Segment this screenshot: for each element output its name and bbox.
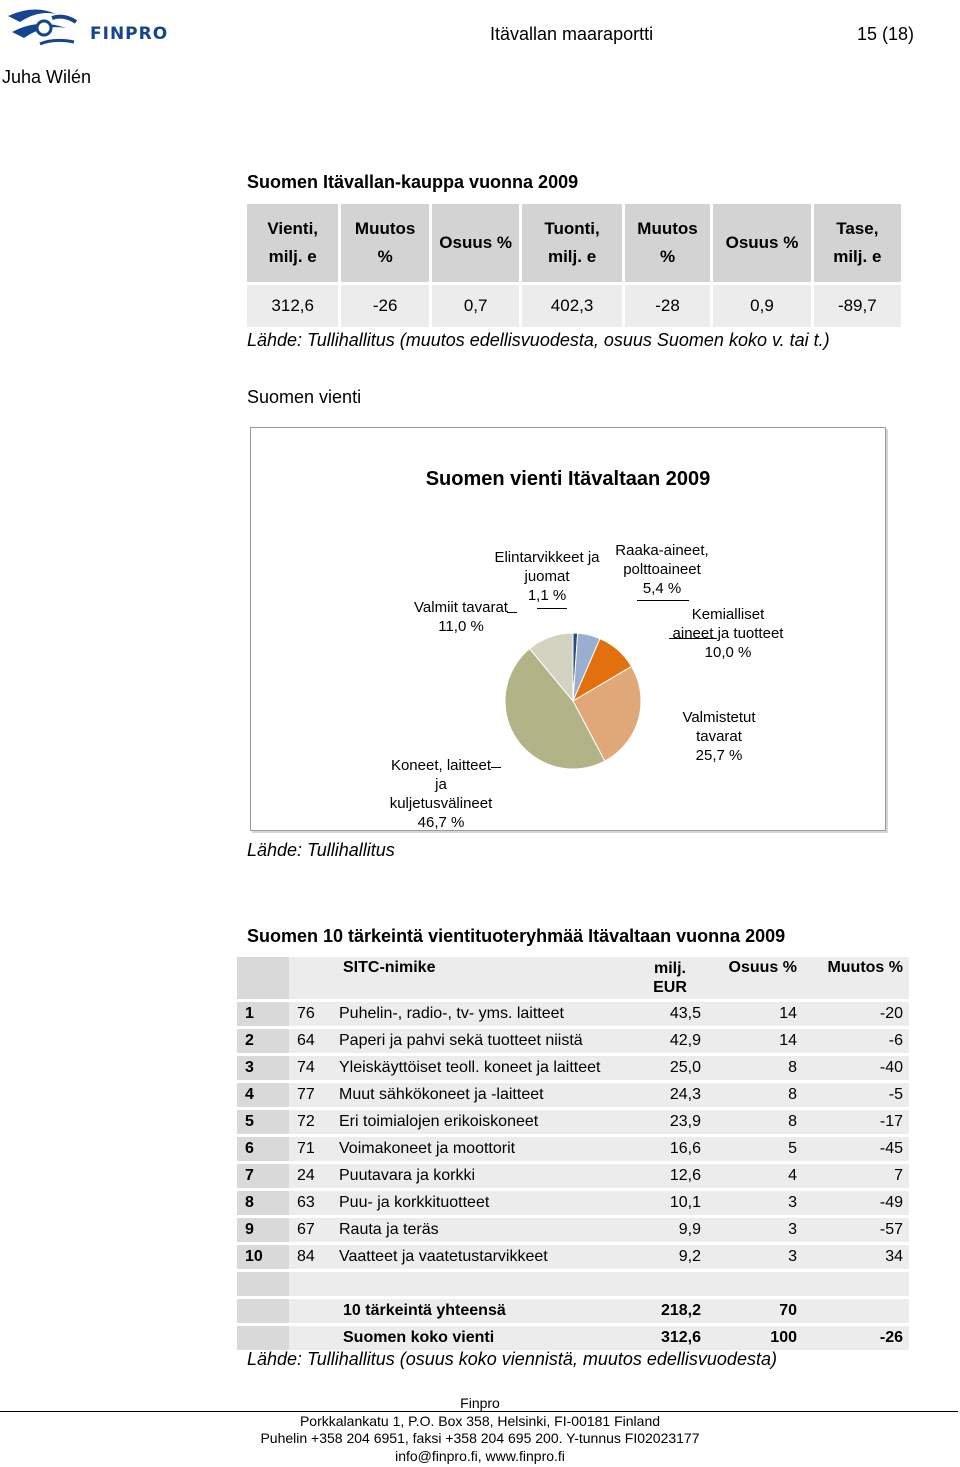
chart-source: Lähde: Tullihallitus [247, 840, 395, 860]
trade-table [247, 204, 901, 327]
row-share: 5 [707, 1137, 803, 1164]
row-rank: 5 [237, 1110, 289, 1137]
top10-label: 10 tärkeintä yhteensä [289, 1299, 633, 1326]
row-name: Paperi ja pahvi sekä tuotteet niistä [333, 1029, 633, 1056]
products-heading: Suomen 10 tärkeintä vientituoteryhmää Itävaltaan vuonna 2009 [247, 926, 786, 946]
top10-share: 70 [707, 1299, 803, 1326]
header-change: Muutos % [803, 957, 909, 1002]
trade-header-cell: Osuus % [713, 204, 813, 282]
chart-title: Suomen vienti Itävaltaan 2009 [425, 468, 711, 490]
table-row [237, 1110, 909, 1137]
row-sitc-code: 67 [289, 1218, 333, 1245]
row-milj: 23,9 [633, 1110, 707, 1137]
row-name: Puu- ja korkkituotteet [333, 1191, 633, 1218]
row-change: 34 [803, 1245, 909, 1272]
row-rank: 10 [237, 1245, 289, 1272]
table-row [237, 1218, 909, 1245]
spacer-row [237, 1272, 909, 1299]
trade-value: -28 [625, 282, 714, 327]
row-sitc-code: 74 [289, 1056, 333, 1083]
leader-line [491, 767, 501, 768]
row-sitc-code: 77 [289, 1083, 333, 1110]
row-change: -6 [803, 1029, 909, 1056]
row-share: 14 [707, 1029, 803, 1056]
row-milj: 42,9 [633, 1029, 707, 1056]
products-header-row [237, 957, 909, 1002]
row-change: -49 [803, 1191, 909, 1218]
trade-header-row [247, 204, 901, 282]
footer-phone: Puhelin +358 204 6951, faksi +358 204 695 200. Y-tunnus FI02023177 [260, 1430, 700, 1446]
row-rank: 1 [237, 1002, 289, 1029]
trade-heading: Suomen Itävallan-kauppa vuonna 2009 [247, 172, 579, 192]
row-milj: 9,9 [633, 1218, 707, 1245]
label-food: Elintarvikkeet ja juomat 1,1 % [494, 549, 600, 604]
trade-value: 312,6 [247, 282, 341, 327]
logo-wordmark: FINPRO [90, 24, 169, 44]
row-name: Rauta ja teräs [333, 1218, 633, 1245]
footer-org: Finpro [460, 1395, 500, 1411]
row-milj: 9,2 [633, 1245, 707, 1272]
finpro-swoosh-icon [4, 4, 84, 50]
row-name: Voimakoneet ja moottorit [333, 1137, 633, 1164]
row-sitc-code: 72 [289, 1110, 333, 1137]
row-rank: 6 [237, 1137, 289, 1164]
row-share: 8 [707, 1110, 803, 1137]
pie-chart-frame [250, 427, 886, 831]
finpro-logo [4, 4, 179, 50]
row-change: -5 [803, 1083, 909, 1110]
row-share: 8 [707, 1056, 803, 1083]
label-machines: Koneet, laitteet ja kuljetusvälineet 46,7 % [389, 757, 493, 831]
row-milj: 12,6 [633, 1164, 707, 1191]
leader-line [669, 638, 717, 639]
trade-value: 0,7 [432, 282, 522, 327]
header-milj: milj. EUR [633, 957, 707, 1002]
row-share: 8 [707, 1083, 803, 1110]
row-share: 3 [707, 1218, 803, 1245]
total-label: Suomen koko vienti [289, 1326, 633, 1353]
row-sitc-code: 64 [289, 1029, 333, 1056]
trade-header-cell: Muutos % [341, 204, 432, 282]
row-name: Yleiskäyttöiset teoll. koneet ja laitteet [333, 1056, 633, 1083]
row-share: 3 [707, 1245, 803, 1272]
trade-value-row [247, 282, 901, 327]
row-milj: 10,1 [633, 1191, 707, 1218]
row-sitc-code: 84 [289, 1245, 333, 1272]
top10-row [237, 1299, 909, 1326]
row-share: 3 [707, 1191, 803, 1218]
table-row [237, 1164, 909, 1191]
total-change: -26 [803, 1326, 909, 1353]
row-sitc-code: 71 [289, 1137, 333, 1164]
table-row [237, 1002, 909, 1029]
products-table [237, 957, 909, 1353]
table-row [237, 1137, 909, 1164]
trade-header-cell: Tase, milj. e [814, 204, 901, 282]
row-milj: 24,3 [633, 1083, 707, 1110]
row-name: Vaatteet ja vaatetustarvikkeet [333, 1245, 633, 1272]
row-share: 14 [707, 1002, 803, 1029]
trade-value: -89,7 [814, 282, 901, 327]
row-name: Eri toimialojen erikoiskoneet [333, 1110, 633, 1137]
row-share: 4 [707, 1164, 803, 1191]
trade-header-cell: Osuus % [432, 204, 522, 282]
total-share: 100 [707, 1326, 803, 1353]
table-row [237, 1245, 909, 1272]
row-sitc-code: 76 [289, 1002, 333, 1029]
footer-web[interactable]: info@finpro.fi, www.finpro.fi [395, 1448, 565, 1464]
row-change: -45 [803, 1137, 909, 1164]
row-change: -20 [803, 1002, 909, 1029]
trade-header-cell: Muutos % [625, 204, 714, 282]
leader-line [637, 600, 689, 601]
label-chemicals: Kemialliset aineet ja tuotteet 10,0 % [672, 606, 784, 661]
header-empty [237, 957, 289, 1002]
row-name: Puutavara ja korkki [333, 1164, 633, 1191]
table-row [237, 1056, 909, 1083]
row-rank: 2 [237, 1029, 289, 1056]
row-change: -57 [803, 1218, 909, 1245]
author-name: Juha Wilén [2, 67, 92, 87]
header-share: Osuus % [707, 957, 803, 1002]
products-source: Lähde: Tullihallitus (osuus koko viennistä, muutos edellisvuodesta) [247, 1349, 777, 1369]
trade-value: -26 [341, 282, 432, 327]
top10-milj: 218,2 [633, 1299, 707, 1326]
row-change: 7 [803, 1164, 909, 1191]
trade-header-cell: Vienti, milj. e [247, 204, 341, 282]
row-rank: 8 [237, 1191, 289, 1218]
trade-header-cell: Tuonti, milj. e [522, 204, 624, 282]
table-row [237, 1083, 909, 1110]
total-milj: 312,6 [633, 1326, 707, 1353]
leader-line [507, 612, 517, 613]
label-manufactured: Valmistetut tavarat 25,7 % [682, 709, 756, 764]
row-rank: 4 [237, 1083, 289, 1110]
row-name: Puhelin-, radio-, tv- yms. laitteet [333, 1002, 633, 1029]
report-title: Itävallan maaraportti [490, 24, 654, 44]
row-milj: 16,6 [633, 1137, 707, 1164]
row-sitc-code: 24 [289, 1164, 333, 1191]
row-rank: 9 [237, 1218, 289, 1245]
label-raw-materials: Raaka-aineet, polttoaineet 5,4 % [615, 542, 709, 597]
row-sitc-code: 63 [289, 1191, 333, 1218]
trade-value: 0,9 [713, 282, 813, 327]
header-sitc: SITC-nimike [289, 957, 633, 1002]
export-heading: Suomen vienti [247, 387, 362, 407]
row-change: -17 [803, 1110, 909, 1137]
page-number: 15 (18) [857, 24, 915, 44]
row-rank: 7 [237, 1164, 289, 1191]
row-milj: 43,5 [633, 1002, 707, 1029]
trade-value: 402,3 [522, 282, 624, 327]
table-row [237, 1029, 909, 1056]
row-rank: 3 [237, 1056, 289, 1083]
row-change: -40 [803, 1056, 909, 1083]
label-finished-goods: Valmiit tavarat 11,0 % [414, 599, 508, 635]
row-name: Muut sähkökoneet ja -laitteet [333, 1083, 633, 1110]
leader-line [537, 608, 567, 609]
row-milj: 25,0 [633, 1056, 707, 1083]
table-row [237, 1191, 909, 1218]
trade-source: Lähde: Tullihallitus (muutos edellisvuodesta, osuus Suomen koko v. tai t.) [247, 330, 830, 350]
footer-address: Porkkalankatu 1, P.O. Box 358, Helsinki, FI-00181 Finland [299, 1413, 661, 1429]
